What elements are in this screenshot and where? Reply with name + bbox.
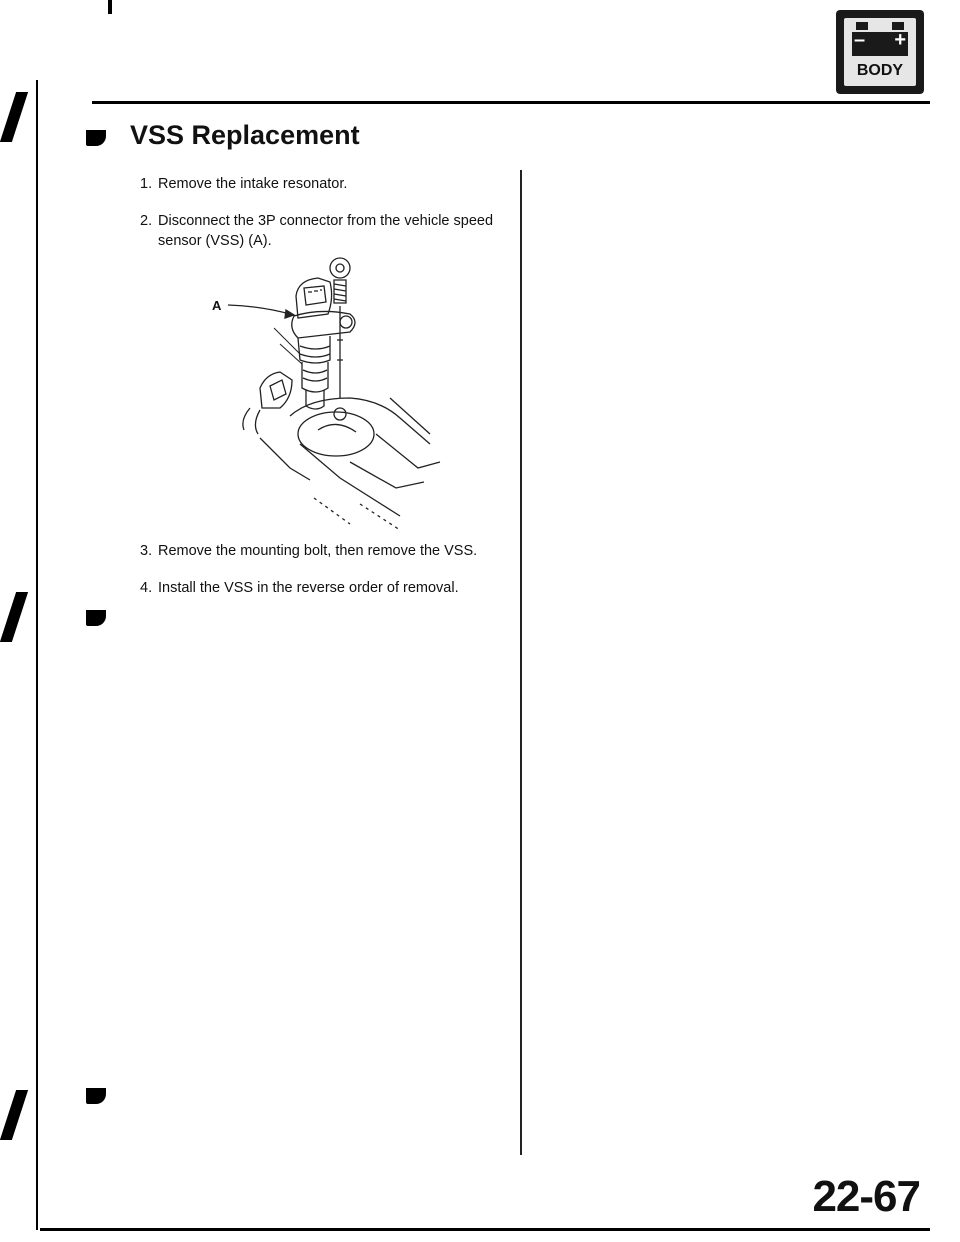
binding-tick-mid (86, 610, 106, 626)
step-number: 1. (140, 176, 153, 192)
step-text: Remove the intake resonator. (158, 176, 348, 192)
binding-tick-top (86, 130, 106, 146)
step-number: 2. (140, 213, 153, 229)
minus-sign: – (854, 29, 866, 51)
connector-harness (243, 372, 292, 434)
column-divider (520, 170, 522, 1155)
alignment-lines (274, 328, 302, 364)
step-number: 3. (140, 543, 153, 559)
callout-a-leader (228, 305, 290, 314)
binding-edge-line (36, 80, 38, 1230)
step-text: Install the VSS in the reverse order of removal. (158, 580, 459, 596)
step-text: Remove the mounting bolt, then remove the VSS. (158, 543, 478, 559)
binding-mark-low (0, 1090, 28, 1140)
header-rule (92, 101, 930, 104)
binding-notch-top (108, 0, 112, 14)
section-icon-label: BODY (856, 62, 904, 79)
battery-signs (854, 30, 906, 50)
step-number: 4. (140, 580, 153, 596)
step-text: Disconnect the 3P connector from the vehicle speed sensor (VSS) (A). (158, 213, 494, 249)
battery-body-icon (836, 10, 924, 94)
callout-a-label: A (212, 298, 222, 313)
binding-tick-low (86, 1088, 106, 1104)
binding-mark-mid (0, 592, 28, 642)
page-title: VSS Replacement (130, 120, 360, 150)
step-2 (140, 211, 510, 251)
battery-icon-face (844, 18, 916, 86)
footer-rule (40, 1228, 930, 1231)
vss-illustration (200, 248, 500, 533)
step-1 (140, 174, 510, 194)
callout-a-arrowhead (285, 310, 294, 318)
step-4 (140, 578, 510, 598)
transmission-housing (260, 398, 440, 530)
binding-mark-top (0, 92, 28, 142)
step-3 (140, 541, 512, 561)
plus-sign: + (894, 29, 906, 51)
page-number: 22-67 (812, 1172, 920, 1221)
